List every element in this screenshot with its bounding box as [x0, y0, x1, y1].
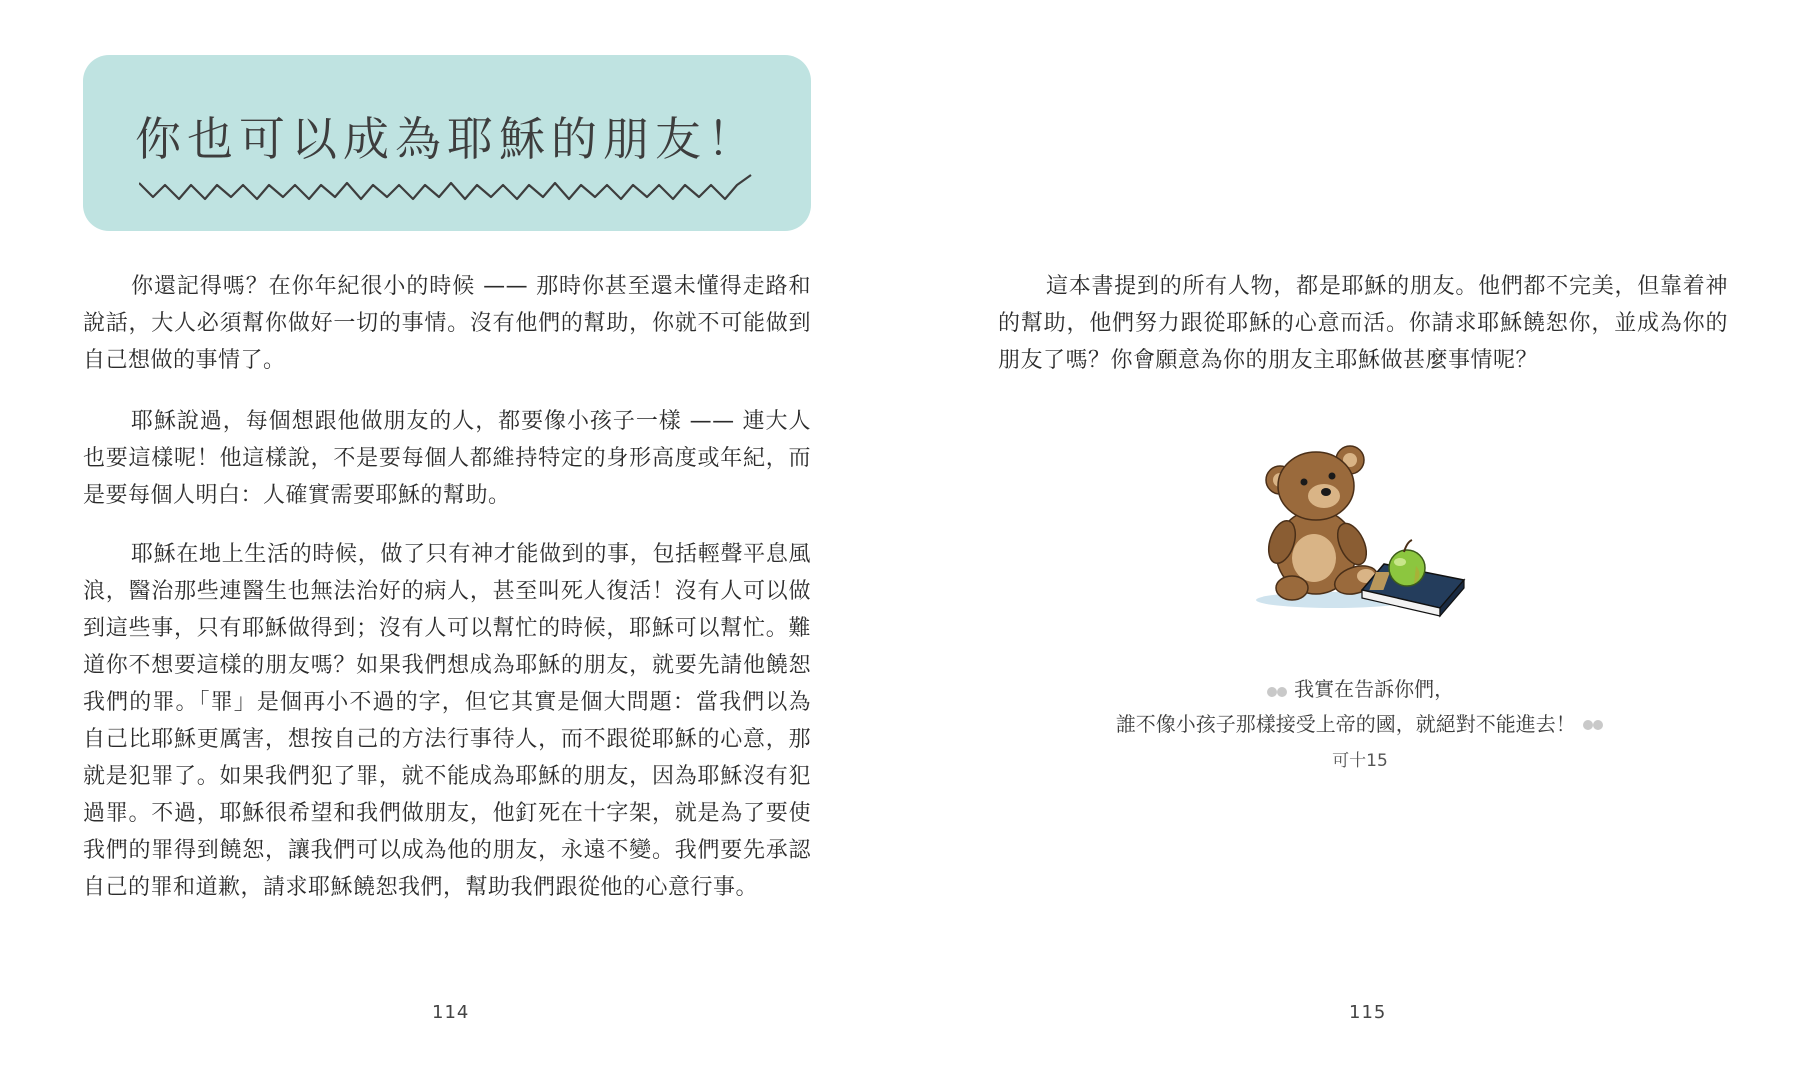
zigzag-divider — [139, 173, 755, 213]
page-number-right: 115 — [1349, 1002, 1387, 1023]
quote-line-2-row — [1050, 707, 1670, 742]
paragraph-closing: 這本書提到的所有人物，都是耶穌的朋友。他們都不完美，但靠着神的幫助，他們努力跟從耶穌的心意而活。你請求耶穌饒恕你，並成為你的朋友了嗎？你會願意為你的朋友主耶穌做甚麼事情呢？ — [998, 274, 1728, 373]
paragraph-1: 你還記得嗎？在你年紀很小的時候 —— 那時你甚至還未懂得走路和說話，大人必須幫你做好一切的事情。沒有他們的幫助，你就不可能做到自己想做的事情了。 — [83, 274, 811, 373]
quote-line-1: 我實在告訴你們， — [1294, 677, 1455, 701]
open-quote-icon — [1266, 684, 1288, 698]
quote-line-1-row — [1050, 672, 1670, 707]
scripture-reference: 可十15 — [1332, 751, 1388, 771]
quote-line-2: 誰不像小孩子那樣接受上帝的國，就絕對不能進去！ — [1115, 712, 1576, 736]
scripture-quote — [1050, 672, 1670, 779]
chapter-title: 你也可以成為耶穌的朋友！ — [135, 112, 759, 166]
teddy-bear-bible-apple-icon — [1244, 440, 1484, 620]
right-page — [900, 0, 1800, 1076]
paragraph-2: 耶穌說過，每個想跟他做朋友的人，都要像小孩子一樣 —— 連大人也要這樣呢！他這樣說，不是要每個人都維持特定的身形高度或年紀，而是要每個人明白：人確實需要耶穌的幫助。 — [83, 409, 811, 508]
page-number-left: 114 — [432, 1002, 470, 1023]
paragraph-3: 耶穌在地上生活的時候，做了只有神才能做到的事，包括輕聲平息風浪，醫治那些連醫生也無法治好的病人，甚至叫死人復活！沒有人可以做到這些事，只有耶穌做得到；沒有人可以幫忙的時候，耶穌可以幫忙。難道你不想要這樣的朋友嗎？如果我們想成為耶穌的朋友，就要先請他饒恕我們的罪。「罪」是個再小不過的字，但它其實是個大問題：當我們以為自己比耶穌更厲害，想按自己的方法行事待人，而不跟從耶穌的心意，那就是犯罪了。如果我們犯了罪，就不能成為耶穌的朋友，因為耶穌沒有犯過罪。不過，耶穌很希望和我們做朋友，他釘死在十字架，就是為了要使我們的罪得到饒恕，讓我們可以成為他的朋友，永遠不變。我們要先承認自己的罪和道歉，請求耶穌饒恕我們，幫助我們跟從他的心意行事。 — [83, 542, 811, 900]
close-quote-icon — [1582, 719, 1604, 733]
title-banner — [83, 55, 811, 231]
